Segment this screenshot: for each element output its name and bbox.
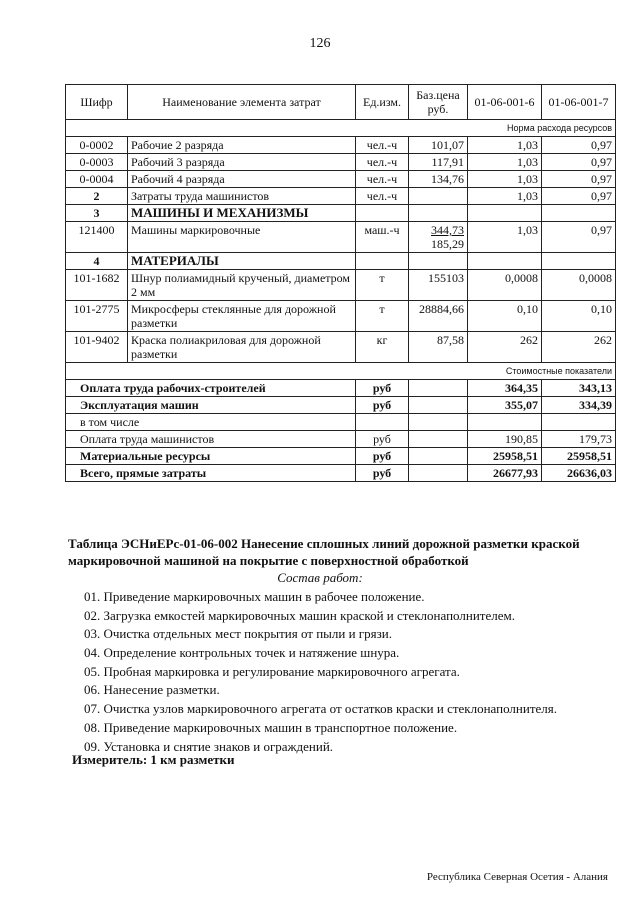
empty-cell xyxy=(468,253,542,270)
machine-price xyxy=(409,222,468,253)
row-value-2: 262 xyxy=(542,332,616,363)
header-unit: Ед.изм. xyxy=(356,85,409,120)
empty-cell xyxy=(409,205,468,222)
machine-name: Машины маркировочные xyxy=(128,222,356,253)
work-item: 07. Очистка узлов маркировочного агрегата от остатков краски и стеклонаполнителя. xyxy=(84,701,558,717)
row-value-2: 0,97 xyxy=(542,154,616,171)
summary-row xyxy=(66,380,616,397)
work-item: 01. Приведение маркировочных машин в рабочее положение. xyxy=(84,589,425,604)
work-item: 08. Приведение маркировочных машин в транспортное положение. xyxy=(84,719,458,735)
row-name: Краска полиакриловая для дорожной разметки xyxy=(128,332,356,363)
resource-table xyxy=(65,84,616,482)
row-unit: чел.-ч xyxy=(356,154,409,171)
summary-value-2: 343,13 xyxy=(542,380,616,397)
summary-row xyxy=(66,465,616,482)
header-col2: 01-06-001-7 xyxy=(542,85,616,120)
row-price: 87,58 xyxy=(409,332,468,363)
norm-label: Норма расхода ресурсов xyxy=(66,120,616,137)
summary-empty xyxy=(409,465,468,482)
material-row xyxy=(66,301,616,332)
section-3-title: МАШИНЫ И МЕХАНИЗМЫ xyxy=(128,205,356,222)
section-2-price xyxy=(409,188,468,205)
summary-value-1: 190,85 xyxy=(468,431,542,448)
labor-row xyxy=(66,171,616,188)
summary-unit: руб xyxy=(356,397,409,414)
work-item: 06. Нанесение разметки. xyxy=(84,682,220,698)
row-code: 101-1682 xyxy=(66,270,128,301)
row-code: 101-2775 xyxy=(66,301,128,332)
row-value-1: 1,03 xyxy=(468,137,542,154)
section-2-row xyxy=(66,188,616,205)
labor-row xyxy=(66,137,616,154)
table-title: Таблица ЭСНиЕРс-01-06-002 Нанесение сплошных линий дорожной разметки краской маркировочной машиной на покрытие с поверхностной обработкой xyxy=(68,536,580,568)
row-price: 134,76 xyxy=(409,171,468,188)
row-unit: кг xyxy=(356,332,409,363)
summary-value-1 xyxy=(468,414,542,431)
row-code: 0-0003 xyxy=(66,154,128,171)
section-4-title: МАТЕРИАЛЫ xyxy=(128,253,356,270)
summary-name: Оплата труда рабочих-строителей xyxy=(66,380,356,397)
material-row xyxy=(66,270,616,301)
row-price: 155103 xyxy=(409,270,468,301)
row-price: 28884,66 xyxy=(409,301,468,332)
work-item: 04. Определение контрольных точек и натяжение шнура. xyxy=(84,645,400,661)
section-4-number: 4 xyxy=(66,253,128,270)
row-name: Шнур полиамидный крученый, диаметром 2 мм xyxy=(128,270,356,301)
summary-value-1: 26677,93 xyxy=(468,465,542,482)
summary-unit: руб xyxy=(356,465,409,482)
header-name: Наименование элемента затрат xyxy=(128,85,356,120)
summary-unit: руб xyxy=(356,431,409,448)
summary-value-1: 355,07 xyxy=(468,397,542,414)
work-item: 09. Установка и снятие знаков и ограждений. xyxy=(84,738,334,754)
section-3-number: 3 xyxy=(66,205,128,222)
summary-empty xyxy=(409,397,468,414)
row-price: 117,91 xyxy=(409,154,468,171)
section-2-number: 2 xyxy=(66,188,128,205)
machine-unit: маш.-ч xyxy=(356,222,409,253)
section-2-unit: чел.-ч xyxy=(356,188,409,205)
summary-row xyxy=(66,448,616,465)
summary-unit xyxy=(356,414,409,431)
row-value-1: 0,0008 xyxy=(468,270,542,301)
row-unit: чел.-ч xyxy=(356,171,409,188)
table-header-row xyxy=(66,85,616,120)
header-base-price: Баз.цена руб. xyxy=(409,85,468,120)
machine-row xyxy=(66,222,616,253)
row-value-2: 0,97 xyxy=(542,171,616,188)
labor-row xyxy=(66,154,616,171)
summary-value-2: 179,73 xyxy=(542,431,616,448)
summary-value-2: 334,39 xyxy=(542,397,616,414)
row-unit: чел.-ч xyxy=(356,137,409,154)
summary-name: Материальные ресурсы xyxy=(66,448,356,465)
work-heading: Состав работ: xyxy=(277,570,363,585)
header-code: Шифр xyxy=(66,85,128,120)
row-value-1: 0,10 xyxy=(468,301,542,332)
summary-row xyxy=(66,414,616,431)
row-value-1: 262 xyxy=(468,332,542,363)
summary-value-2 xyxy=(542,414,616,431)
summary-rows xyxy=(66,380,616,482)
machine-v1: 1,03 xyxy=(468,222,542,253)
work-item: 02. Загрузка емкостей маркировочных машин краской и стеклонаполнителем. xyxy=(84,607,515,623)
row-code: 101-9402 xyxy=(66,332,128,363)
summary-value-1: 364,35 xyxy=(468,380,542,397)
machine-code: 121400 xyxy=(66,222,128,253)
row-name: Рабочий 4 разряда xyxy=(128,171,356,188)
empty-cell xyxy=(542,205,616,222)
work-item: 03. Очистка отдельных мест покрытия от пыли и грязи. xyxy=(84,626,392,642)
material-row xyxy=(66,332,616,363)
summary-value-1: 25958,51 xyxy=(468,448,542,465)
row-value-2: 0,97 xyxy=(542,137,616,154)
row-value-1: 1,03 xyxy=(468,154,542,171)
row-code: 0-0004 xyxy=(66,171,128,188)
machine-v2: 0,97 xyxy=(542,222,616,253)
section-2-v1: 1,03 xyxy=(468,188,542,205)
summary-name: Всего, прямые затраты xyxy=(66,465,356,482)
summary-name: Эксплуатация машин xyxy=(66,397,356,414)
row-unit: т xyxy=(356,270,409,301)
row-unit: т xyxy=(356,301,409,332)
section-2-v2: 0,97 xyxy=(542,188,616,205)
empty-cell xyxy=(356,253,409,270)
row-value-2: 0,0008 xyxy=(542,270,616,301)
summary-unit: руб xyxy=(356,380,409,397)
summary-empty xyxy=(409,414,468,431)
machine-price-bottom: 185,29 xyxy=(431,237,464,251)
empty-cell xyxy=(356,205,409,222)
row-code: 0-0002 xyxy=(66,137,128,154)
cost-label: Стоимостные показатели xyxy=(66,363,616,380)
summary-value-2: 25958,51 xyxy=(542,448,616,465)
summary-name: Оплата труда машинистов xyxy=(66,431,356,448)
summary-value-2: 26636,03 xyxy=(542,465,616,482)
summary-empty xyxy=(409,448,468,465)
work-item: 05. Пробная маркировка и регулирование маркировочного агрегата. xyxy=(84,663,460,679)
cost-label-row xyxy=(66,363,616,380)
summary-row xyxy=(66,397,616,414)
row-name: Рабочий 3 разряда xyxy=(128,154,356,171)
section-4-row xyxy=(66,253,616,270)
row-value-1: 1,03 xyxy=(468,171,542,188)
work-list xyxy=(84,588,604,756)
row-name: Рабочие 2 разряда xyxy=(128,137,356,154)
empty-cell xyxy=(409,253,468,270)
machine-price-top: 344,73 xyxy=(431,223,464,237)
measure-unit: Измеритель: 1 км разметки xyxy=(72,752,235,767)
row-name: Микросферы стеклянные для дорожной разметки xyxy=(128,301,356,332)
page-number: 126 xyxy=(309,36,331,51)
section-2-name: Затраты труда машинистов xyxy=(128,188,356,205)
row-price: 101,07 xyxy=(409,137,468,154)
summary-empty xyxy=(409,431,468,448)
empty-cell xyxy=(542,253,616,270)
summary-empty xyxy=(409,380,468,397)
section-3-row xyxy=(66,205,616,222)
footer-region: Республика Северная Осетия - Алания xyxy=(426,871,608,883)
header-col1: 01-06-001-6 xyxy=(468,85,542,120)
labor-rows xyxy=(66,137,616,188)
row-value-2: 0,10 xyxy=(542,301,616,332)
material-rows xyxy=(66,270,616,363)
empty-cell xyxy=(468,205,542,222)
summary-row xyxy=(66,431,616,448)
summary-unit: руб xyxy=(356,448,409,465)
norm-label-row xyxy=(66,120,616,137)
summary-name: в том числе xyxy=(66,414,356,431)
